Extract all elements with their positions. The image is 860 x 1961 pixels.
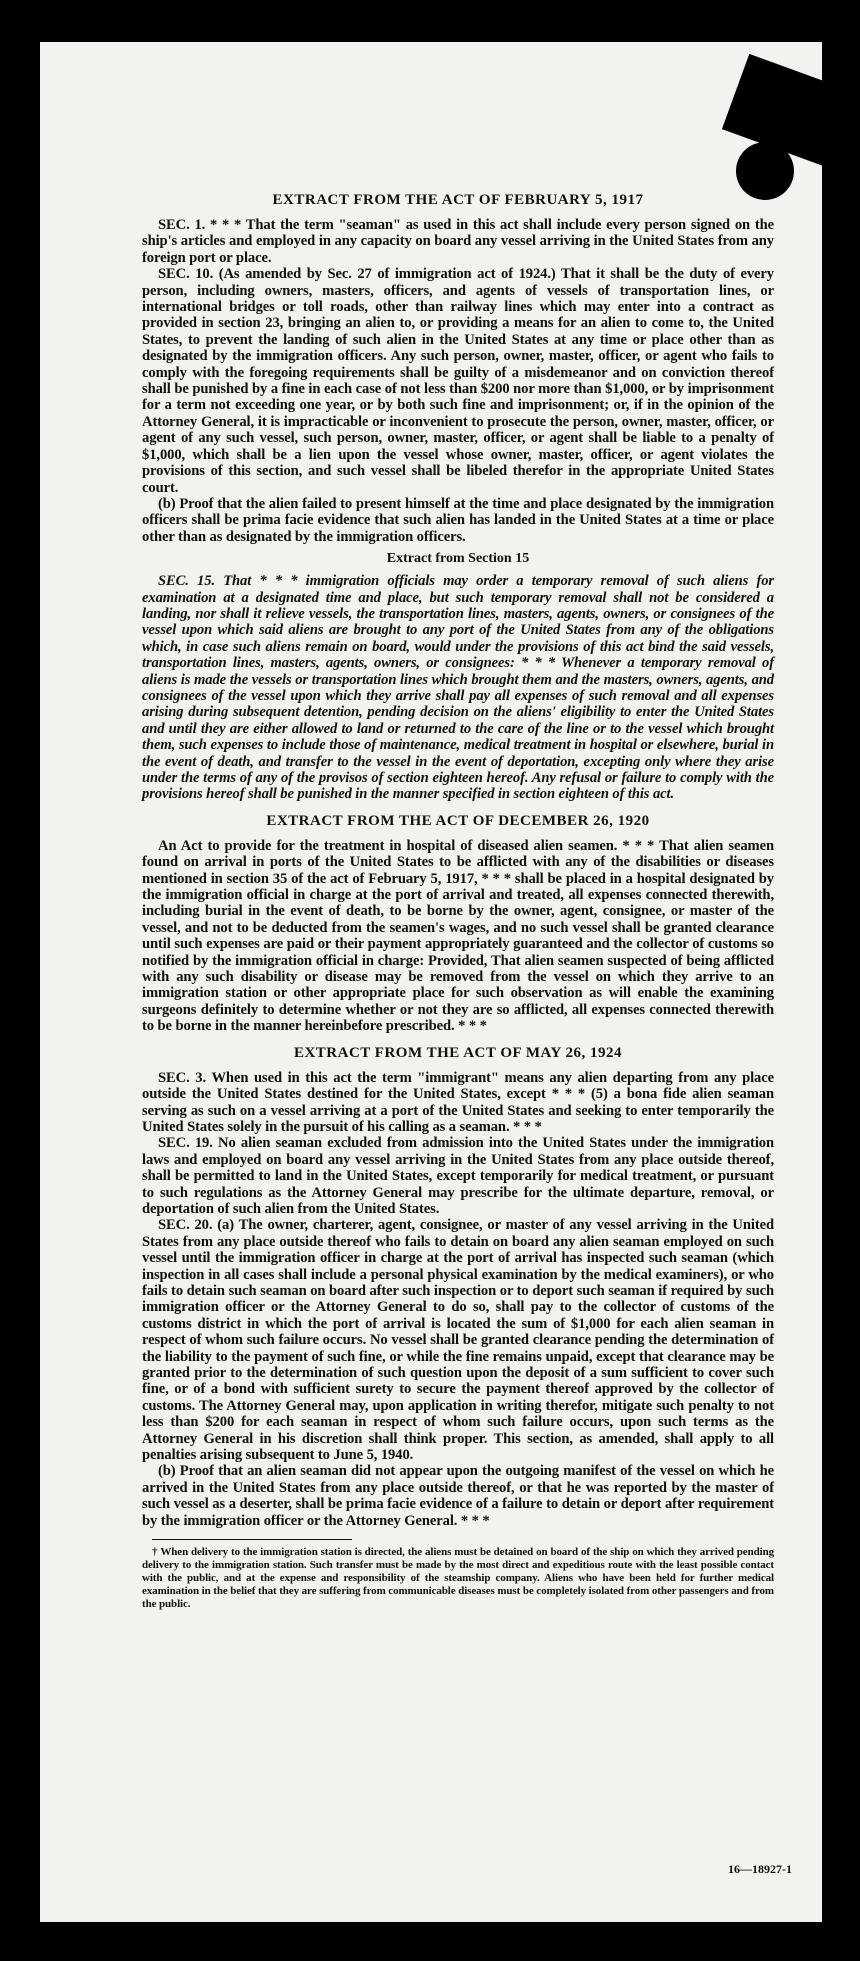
paragraph: SEC. 15. That * * * immigration officials may order a temporary removal of such aliens for examination at a designated time and place, but such temporary removal shall not be considered a landing, nor shall it relieve vessels, the transportation lines, masters, agents, owners, or consignees of the vessel upon which said aliens are brought to any port of the United States from any of the obligations which, in case such aliens remain on board, would under the provisions of this act bind the said vessels, transportation lines, masters, agents, owners, or consignees: * * * Whenever a temporary removal of aliens is made the vessels or transportation lines which brought them and the masters, owners, agents, and consignees of the vessel upon which they arrive shall pay all expenses of such removal and all expenses arising during subsequent detention, pending decision on the aliens' eligibility to enter the United States and until they are either allowed to land or returned to the care of the line or to the vessel which brought them, such expenses to include those of maintenance, medical treatment in hospital or elsewhere, burial in the event of death, and transfer to the vessel in the event of deportation, excepting only where they arise under the terms of any of the provisos of section eighteen hereof. Any refusal or failure to comply with the provisions hereof shall be punished in the manner specified in section eighteen of this act. <box>142 573 774 803</box>
heading-act-1917: EXTRACT FROM THE ACT OF FEBRUARY 5, 1917 <box>272 192 644 208</box>
paragraph: (b) Proof that the alien failed to present himself at the time and place designated by the immigration officers shall be prima facie evidence that such alien has landed in the United States at a time or place other than as designated by the immigration officers. <box>142 495 774 545</box>
paragraph: SEC. 10. (As amended by Sec. 27 of immigration act of 1924.) That it shall be the duty of every person, including owners, masters, officers, and agents of vessels of transportation lines, or international bridges or toll roads, other than railway lines which may enter into a contract as provided in section 23, bringing an alien to, or providing a means for an alien to come to, the United States, to prevent the landing of such alien in the United States at any time or place other than as designated by the immigration officers. Any such person, owner, master, officer, or agent who fails to comply with the foregoing requirements shall be guilty of a misdemeanor and on conviction thereof shall be punished by a fine in each case of not less than $200 nor more than $1,000, or by imprisonment for a term not exceeding one year, or by both such fine and imprisonment; or, if in the opinion of the Attorney General, it is impracticable or inconvenient to prosecute the person, owner, master, officer, or agent of any such vessel, such person, owner, master, officer, or agent shall be liable to a penalty of $1,000, which shall be a lien upon the vessel whose owner, master, officer, or agent violates the provisions of this section, and such vessel shall be libeled therefor in the appropriate United States court. <box>142 266 774 496</box>
heading-act-1924: EXTRACT FROM THE ACT OF MAY 26, 1924 <box>293 1044 623 1061</box>
paragraph: SEC. 1. * * * That the term "seaman" as used in this act shall include every person signed on the ship's articles and employed in any capacity on board any vessel arriving in the United States from any foreign port or place. <box>142 217 774 266</box>
paragraph: An Act to provide for the treatment in hospital of diseased alien seamen. * * * That alien seamen found on arrival in ports of the United States to be afflicted with any of the disabilities or diseases mentioned in section 35 of the act of February 5, 1917, * * * shall be placed in a hospital designated by the immigration official in charge at the port of arrival and treated, all expenses connected therewith, including burial in the event of death, to be borne by the owner, agent, consignee, or master of the vessel, and not to be deducted from the seamen's wages, and no such vessel shall be granted clearance until such expenses are paid or their payment appropriately guaranteed and the collector of customs so notified by the immigration official in charge: Provided, That alien seamen suspected of being afflicted with any such disability or disease may be removed from the vessel on which they arrive to an immigration station or other appropriate place for such observation as will enable the examining surgeons definitely to determine whether or not they are so afflicted, all expenses connected therewith to be borne in the manner hereinbefore prescribed. * * * <box>142 837 774 1035</box>
paragraph: SEC. 19. No alien seaman excluded from admission into the United States under the immigration laws and employed on board any vessel arriving in the United States from any place outside thereof, shall be permitted to land in the United States, except temporarily for medical treatment, or pursuant to such regulations as the Attorney General may prescribe for the ultimate departure, removal, or deportation of such alien from the United States. <box>142 1135 774 1217</box>
form-number: 16—18927-1 <box>728 1862 792 1876</box>
paragraph: SEC. 3. When used in this act the term "immigrant" means any alien departing from any place outside the United States destined for the United States, except * * * (5) a bona fide alien seaman serving as such on a vessel arriving at a port of the United States and seeking to enter temporarily the United States solely in the pursuit of his calling as a seaman. * * * <box>142 1069 774 1135</box>
heading-act-1920: EXTRACT FROM THE ACT OF DECEMBER 26, 1920 <box>266 812 650 829</box>
paragraph: SEC. 20. (a) The owner, charterer, agent, consignee, or master of any vessel arriving in the United States from any place outside thereof who fails to detain on board any alien seaman employed on such vessel until the immigration officer in charge at the port of arrival has inspected such seaman (which inspection in all cases shall include a personal physical examination by the medical examiners), or who fails to detain such seaman on board after such inspection or to deport such seaman if required by such immigration officer or the Attorney General to do so, shall pay to the collector of customs of the customs district in which the port of arrival is located the sum of $1,000 for each alien seaman in respect of whom such failure occurs. No vessel shall be granted clearance pending the determination of the liability to the payment of such fine, or while the fine remains unpaid, except that clearance may be granted prior to the determination of such question upon the deposit of a sum sufficient to cover such fine, or of a bond with sufficient surety to secure the payment thereof approved by the collector of customs. The Attorney General may, upon application in writing therefor, mitigate such penalty to not less than $200 for each seaman in respect of whom such failure occurs, upon such terms as the Attorney General in his discretion shall think proper. This section, as amended, shall apply to all penalties arising subsequent to June 5, 1940. <box>142 1217 774 1464</box>
paragraph: (b) Proof that an alien seaman did not appear upon the outgoing manifest of the vessel on which he arrived in the United States from any place outside thereof, or that he was reported by the master of such vessel as a deserter, shall be prima facie evidence of a failure to detain or deport after requirement by the immigration officer or the Attorney General. * * * <box>142 1463 774 1529</box>
document-body <box>142 182 774 1611</box>
footnote: † When delivery to the immigration station is directed, the aliens must be detained on board of the ship on which they arrived pending delivery to the immigration station. Such transfer must be made by the most direct and expeditious route with the least possible contact with the public, and at the expense and responsibility of the steamship company. Aliens who have been held for further medical examination in the belief that they are suffering from communicable diseases must be completely isolated from other passengers and from the public. <box>142 1546 774 1611</box>
footnote-divider <box>152 1539 352 1540</box>
document-page <box>40 42 822 1922</box>
heading-section-15: Extract from Section 15 <box>386 551 530 567</box>
